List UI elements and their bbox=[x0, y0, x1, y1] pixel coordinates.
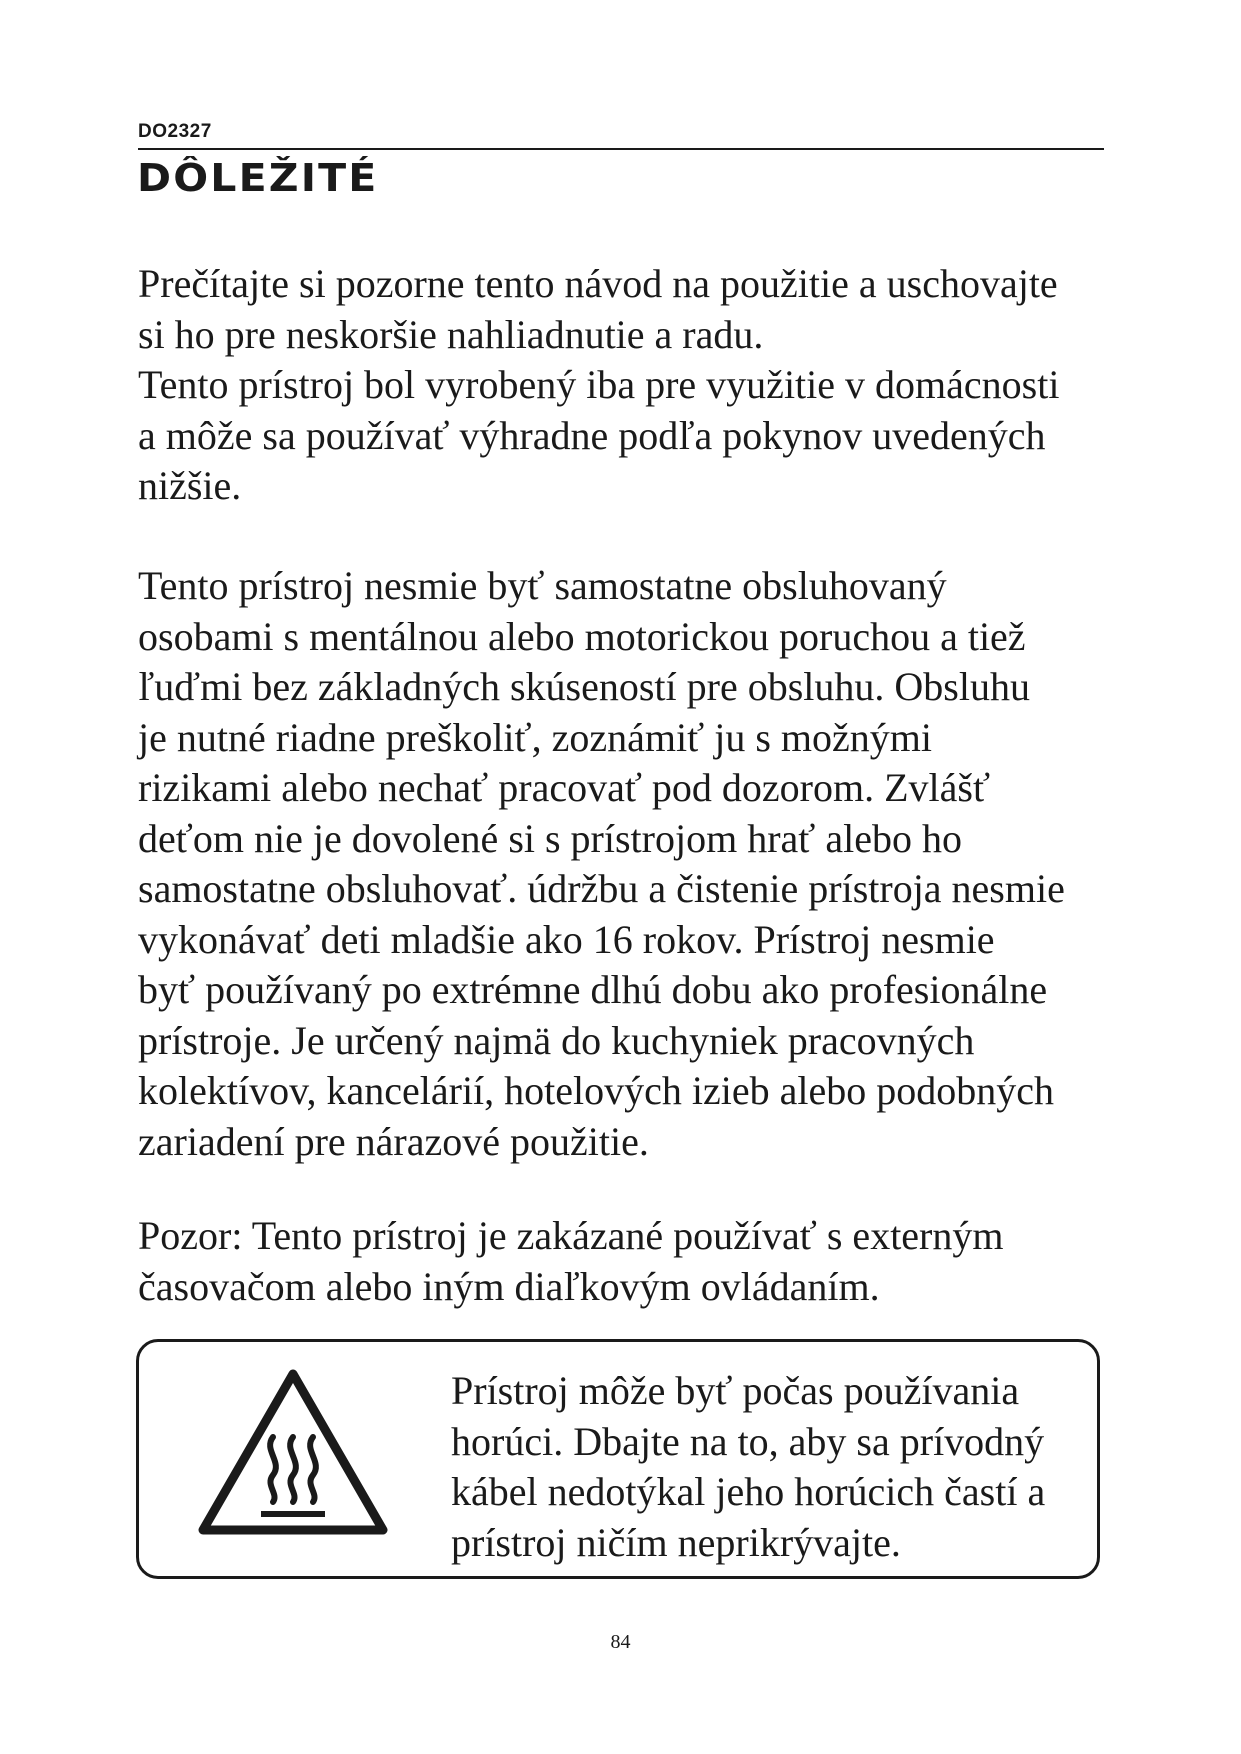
safety-line: zariadení pre nárazové použitie. bbox=[138, 1118, 649, 1164]
intro-line: a môže sa používať výhradne podľa pokynov uvedených bbox=[138, 412, 1046, 458]
safety-line: rizikami alebo nechať pracovať pod dozorom. Zvlášť bbox=[138, 765, 991, 810]
warning-line: Prístroj môže byť počas používania bbox=[451, 1368, 1020, 1413]
safety-line: prístroje. Je určený najmä do kuchyniek pracovných bbox=[138, 1017, 975, 1063]
warning-line: prístroj ničím neprikrývajte. bbox=[451, 1519, 901, 1565]
safety-paragraph bbox=[138, 561, 1128, 1167]
intro-line: Tento prístroj bol vyrobený iba pre využitie v domácnosti bbox=[138, 362, 1060, 407]
caution-paragraph bbox=[138, 1211, 1128, 1312]
safety-line: Tento prístroj nesmie byť samostatne obsluhovaný bbox=[138, 563, 947, 608]
hot-surface-warning-icon bbox=[193, 1362, 393, 1542]
safety-line: samostatne obsluhovať. údržbu a čistenie prístroja nesmie bbox=[138, 866, 1065, 911]
page-title: DÔLEŽITÉ bbox=[137, 156, 379, 200]
intro-paragraph bbox=[138, 259, 1128, 512]
page-number: 84 bbox=[610, 1631, 631, 1653]
safety-line: kolektívov, kancelárií, hotelových izieb alebo podobných bbox=[138, 1068, 1055, 1113]
intro-line: Prečítajte si pozorne tento návod na použitie a uschovajte bbox=[138, 261, 1058, 306]
hot-surface-warning-box bbox=[136, 1339, 1100, 1579]
intro-line: nižšie. bbox=[138, 463, 242, 508]
safety-line: vykonávať deti mladšie ako 16 rokov. Prístroj nesmie bbox=[138, 916, 995, 962]
warning-line: horúci. Dbajte na to, aby sa prívodný bbox=[451, 1418, 1045, 1464]
warning-line: kábel nedotýkal jeho horúcich častí a bbox=[451, 1469, 1046, 1514]
header-rule bbox=[138, 148, 1104, 150]
warning-text bbox=[451, 1366, 1045, 1568]
caution-line: časovačom alebo iným diaľkovým ovládaním. bbox=[138, 1263, 880, 1309]
safety-line: byť používaný po extrémne dlhú dobu ako profesionálne bbox=[138, 967, 1048, 1012]
safety-line: je nutné riadne preškoliť, zoznámiť ju s možnými bbox=[138, 714, 932, 760]
model-number: DO2327 bbox=[138, 121, 212, 142]
caution-line: Pozor: Tento prístroj je zakázané používať s externým bbox=[138, 1213, 1004, 1258]
safety-line: deťom nie je dovolené si s prístrojom hrať alebo ho bbox=[138, 815, 963, 861]
safety-line: ľuďmi bez základných skúseností pre obsluhu. Obsluhu bbox=[138, 664, 1030, 709]
intro-line: si ho pre neskoršie nahliadnutie a radu. bbox=[138, 311, 764, 357]
safety-line: osobami s mentálnou alebo motorickou poruchou a tiež bbox=[138, 613, 1026, 659]
